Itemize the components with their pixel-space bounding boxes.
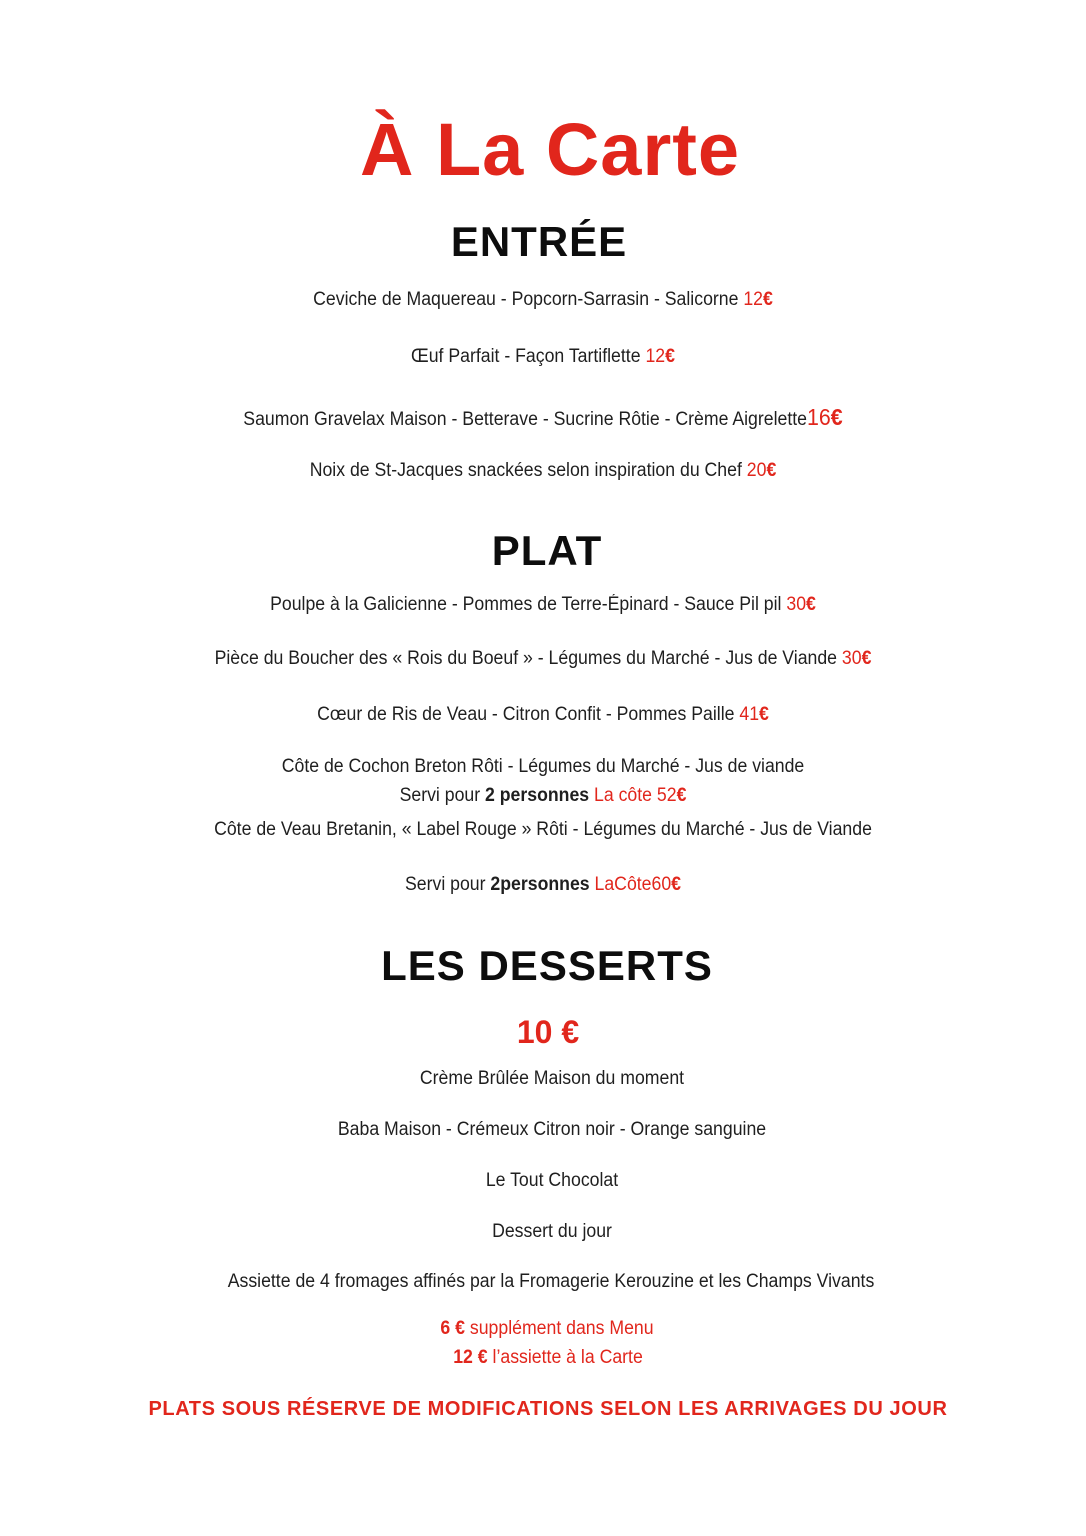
serving-note [38, 872, 1048, 898]
item-currency: € [759, 704, 769, 725]
dessert-item: Dessert du jour [492, 1221, 612, 1242]
carte-price: 12 € [453, 1347, 488, 1368]
menu-item-cochon: Côte de Cochon Breton Rôti - Légumes du Marché - Jus de viande [281, 756, 805, 777]
section-heading-entree: ENTRÉE [450, 218, 628, 265]
item-currency: € [676, 785, 687, 806]
section-heading-plat: PLAT [491, 527, 603, 574]
serve-prefix: Servi pour [404, 874, 491, 895]
menu-item [38, 458, 1048, 484]
menu-item-veau: Côte de Veau Bretanin, « Label Rouge » Rôti - Légumes du Marché - Jus de Viande [214, 819, 872, 840]
menu-item [38, 592, 1048, 618]
item-name: Ceviche de Maquereau - Popcorn-Sarrasin - Salicorne [313, 289, 744, 310]
item-currency: € [671, 874, 682, 895]
item-price: 16 [807, 404, 831, 430]
item-price: LaCôte60 [589, 874, 672, 895]
item-price: 30 [841, 648, 862, 669]
carte-text: l’assiette à la Carte [487, 1347, 643, 1368]
serve-count: 2personnes [490, 874, 590, 895]
menu-item [38, 344, 1048, 370]
item-name: Noix de St-Jacques snackées selon inspiration du Chef [309, 460, 747, 481]
cheese-carte [38, 1345, 1057, 1371]
menu-item [38, 404, 1048, 433]
item-currency: € [861, 648, 872, 669]
item-currency: € [806, 594, 816, 615]
dessert-price: 10 € [516, 1014, 580, 1050]
menu-item [38, 702, 1048, 728]
item-currency: € [665, 346, 675, 367]
item-currency: € [763, 289, 773, 310]
dessert-item: Crème Brûlée Maison du moment [419, 1068, 685, 1089]
supplement-text: supplément dans Menu [464, 1318, 654, 1339]
section-heading-desserts: LES DESSERTS [381, 942, 713, 989]
item-name: Œuf Parfait - Façon Tartiflette [411, 346, 646, 367]
supplement-price: 6 € [440, 1318, 465, 1339]
serve-prefix: Servi pour [399, 785, 486, 806]
page-title: À La Carte [359, 108, 741, 191]
item-name: Saumon Gravelax Maison - Betterave - Sucrine Rôtie - Crème Aigrelette [243, 409, 808, 430]
serve-count: 2 personnes [485, 785, 590, 806]
availability-notice: PLATS SOUS RÉSERVE DE MODIFICATIONS SELON LES ARRIVAGES DU JOUR [148, 1398, 948, 1420]
item-price: 20 [746, 460, 767, 481]
item-price: 12 [645, 346, 666, 367]
item-currency: € [830, 404, 843, 430]
dessert-item: Assiette de 4 fromages affinés par la Fromagerie Kerouzine et les Champs Vivants [227, 1271, 875, 1292]
item-currency: € [766, 460, 777, 481]
menu-item [38, 287, 1048, 313]
item-price: 12 [743, 289, 764, 310]
dessert-item: Baba Maison - Crémeux Citron noir - Orange sanguine [337, 1119, 767, 1140]
menu-item [38, 646, 1048, 672]
item-name: Pièce du Boucher des « Rois du Boeuf » - Légumes du Marché - Jus de Viande [214, 648, 842, 669]
item-name: Poulpe à la Galicienne - Pommes de Terre-Épinard - Sauce Pil pil [270, 594, 787, 615]
cheese-supplement [38, 1316, 1055, 1342]
item-price: 41 [739, 704, 760, 725]
item-price: 30 [786, 594, 807, 615]
dessert-item: Le Tout Chocolat [485, 1170, 619, 1191]
item-price: La côte 52 [589, 785, 677, 806]
serving-note [38, 783, 1048, 809]
item-name: Cœur de Ris de Veau - Citron Confit - Pommes Paille [317, 704, 740, 725]
